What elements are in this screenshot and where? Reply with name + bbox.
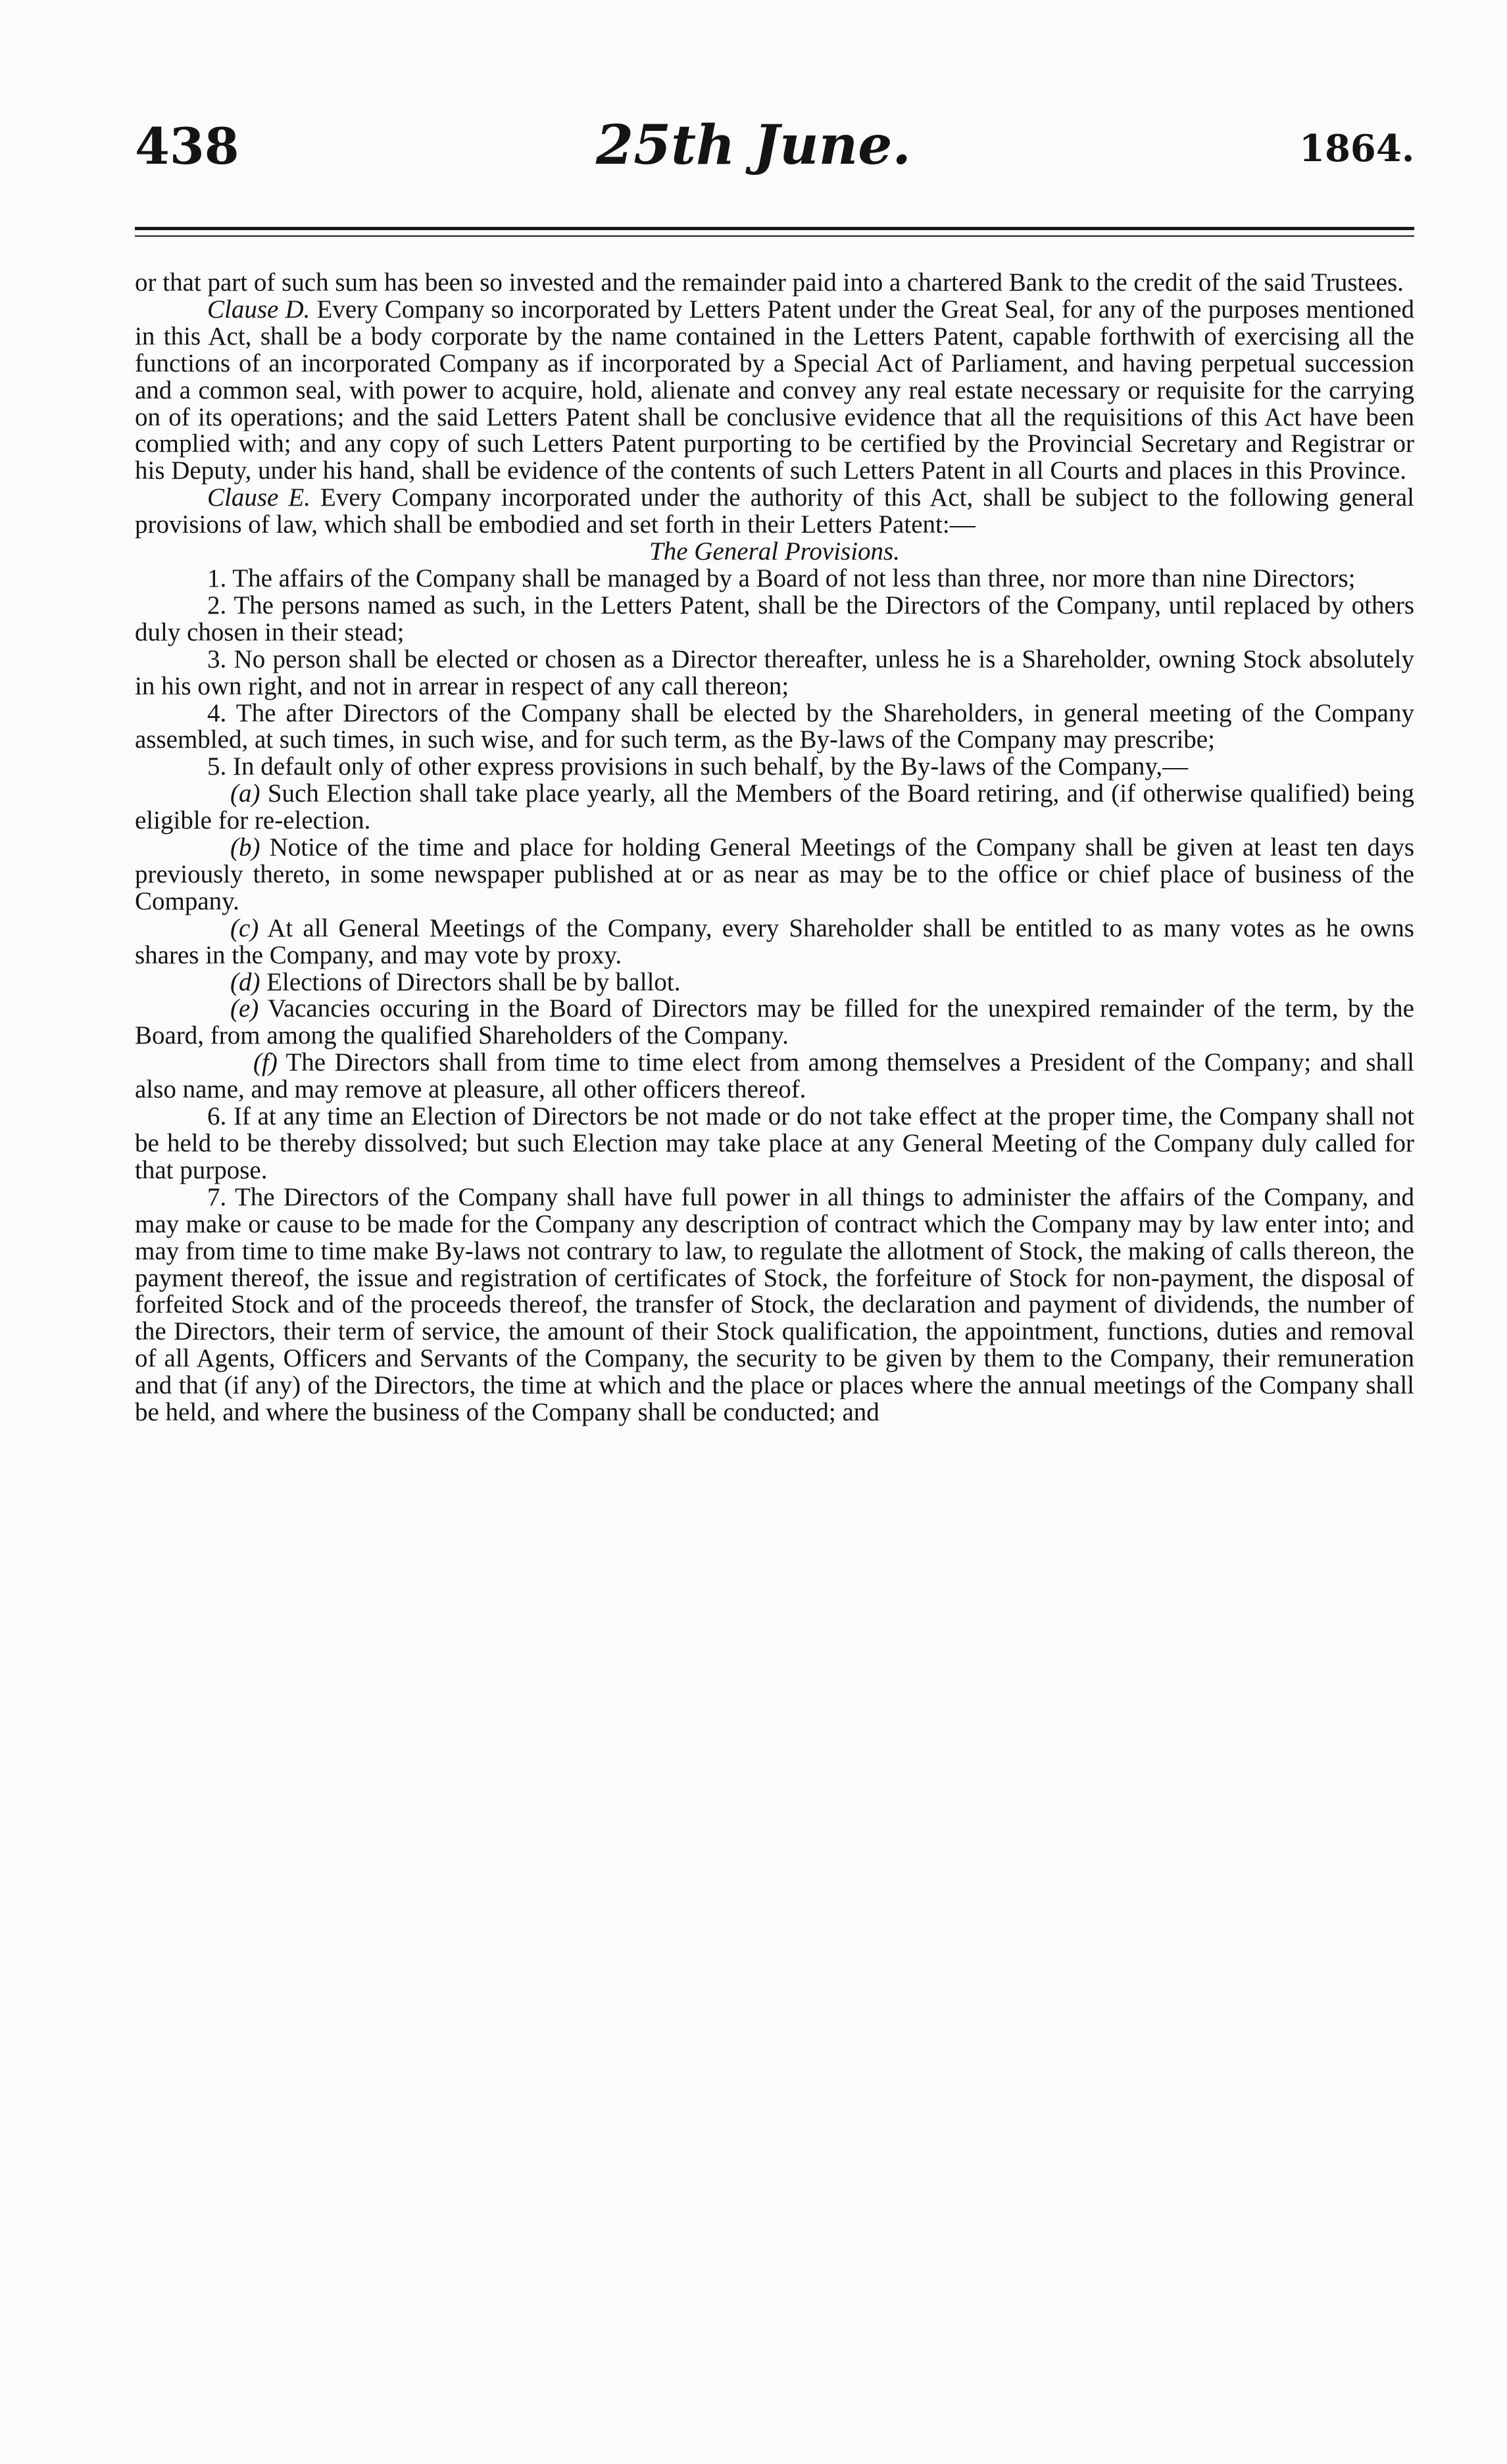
clause-text: Every Company incorporated under the authority of this Act, shall be subject to the following general provisions of law, which shall be embodied and set forth in their Letters Patent:— (135, 483, 1414, 539)
subprovision-c (135, 915, 1414, 969)
paragraph (135, 270, 1414, 297)
provision-text: 6. If at any time an Election of Directors be not made or do not take effect at the proper time, the Company shall not be held to be thereby dissolved; but such Election may take place at any General Meeting of the Company duly called for that purpose. (135, 1102, 1414, 1184)
provision-6 (135, 1103, 1414, 1184)
page-date: 25th June. (596, 114, 911, 177)
subprovision-text: Vacancies occuring in the Board of Directors may be filled for the unexpired remainder of the term, by the Board, from among the qualified Shareholders of the Company. (135, 994, 1414, 1050)
provision-text: 2. The persons named as such, in the Letters Patent, shall be the Directors of the Company, until replaced by others duly chosen in their stead; (135, 591, 1414, 646)
subprovision-e (135, 996, 1414, 1050)
subprovision-a (135, 781, 1414, 834)
subprovision-label: (d) (230, 967, 260, 996)
provision-text: 4. The after Directors of the Company shall be elected by the Shareholders, in general meeting of the Company assembled, at such times, in such wise, and for such term, as the By-laws of the Company may prescribe; (135, 698, 1414, 754)
provision-5 (135, 754, 1414, 781)
subprovision-label: (f) (253, 1048, 278, 1077)
subprovision-f (135, 1050, 1414, 1103)
page-year: 1864. (1299, 127, 1415, 170)
clause-e (135, 485, 1414, 539)
clause-label: Clause E. (207, 483, 310, 512)
subprovision-text: Elections of Directors shall be by ballot. (260, 967, 681, 996)
subprovision-label: (a) (230, 779, 260, 808)
provision-2 (135, 592, 1414, 646)
subprovision-text: Such Election shall take place yearly, all the Members of the Board retiring, and (if otherwise qualified) being eligible for re-election. (135, 779, 1414, 835)
header-rule-thin (135, 235, 1414, 237)
provision-4 (135, 700, 1414, 754)
provision-text: 5. In default only of other express provisions in such behalf, by the By-laws of the Company,— (207, 752, 1189, 781)
subprovision-text: Notice of the time and place for holding General Meetings of the Company shall be given at least ten days previously thereto, in some newspaper published at or as near as may be to the office or chief place of business of the Company. (135, 833, 1414, 915)
subprovision-text: At all General Meetings of the Company, every Shareholder shall be entitled to as many votes as he owns shares in the Company, and may vote by proxy. (135, 913, 1414, 969)
provision-1 (135, 566, 1414, 592)
provision-text: 1. The affairs of the Company shall be managed by a Board of not less than three, nor more than nine Directors; (207, 564, 1356, 592)
page-number: 438 (135, 117, 239, 176)
provision-3 (135, 646, 1414, 700)
subprovision-label: (c) (230, 913, 259, 942)
subprovision-label: (b) (230, 833, 260, 862)
subprovision-d (135, 969, 1414, 996)
provision-text: 3. No person shall be elected or chosen as a Director thereafter, unless he is a Shareholder, owning Stock absolutely in his own right, and not in arrear in respect of any call thereon; (135, 644, 1414, 700)
subprovision-text: The Directors shall from time to time elect from among themselves a President of the Company; and shall also name, and may remove at pleasure, all other officers thereof. (135, 1048, 1414, 1104)
clause-text: Every Company so incorporated by Letters Patent under the Great Seal, for any of the purposes mentioned in this Act, shall be a body corporate by the name contained in the Letters Patent, capable forthwith of exercising all the functions of an incorporated Company as if incorporated by a Special Act of Parliament, and having perpetual succession and a common seal, with power to acquire, hold, alienate and convey any real estate necessary or requisite for the carrying on of its operations; and the said Letters Patent shall be conclusive evidence that all the requisitions of this Act have been complied with; and any copy of such Letters Patent purporting to be certified by the Provincial Secretary and Registrar or his Deputy, under his hand, shall be evidence of the contents of such Letters Patent in all Courts and places in this Province. (135, 295, 1415, 485)
provision-7 (135, 1184, 1414, 1426)
subprovision-label: (e) (230, 994, 259, 1023)
page-body (135, 270, 1414, 1426)
section-heading: The General Provisions. (649, 537, 900, 566)
clause-d (135, 297, 1414, 485)
paragraph-text: or that part of such sum has been so invested and the remainder paid into a chartered Bank to the credit of the said Trustees. (135, 268, 1404, 297)
clause-label: Clause D. (207, 295, 310, 324)
provision-text: 7. The Directors of the Company shall have full power in all things to administer the affairs of the Company, and may make or cause to be made for the Company any description of contract which the Company may by law enter into; and may from time to time make By-laws not contrary to law, to regulate the allotment of Stock, the making of calls thereon, the payment thereof, the issue and registration of certificates of Stock, the forfeiture of Stock for non-payment, the disposal of forfeited Stock and of the proceeds thereof, the transfer of Stock, the declaration and payment of dividends, the number of the Directors, their term of service, the amount of their Stock qualification, the appointment, functions, duties and removal of all Agents, Officers and Servants of the Company, the security to be given by them to the Company, their remuneration and that (if any) of the Directors, the time at which and the place or places where the annual meetings of the Company shall be held, and where the business of the Company shall be conducted; and (135, 1182, 1414, 1427)
subprovision-b (135, 834, 1414, 915)
header-rule-thick (135, 227, 1414, 230)
